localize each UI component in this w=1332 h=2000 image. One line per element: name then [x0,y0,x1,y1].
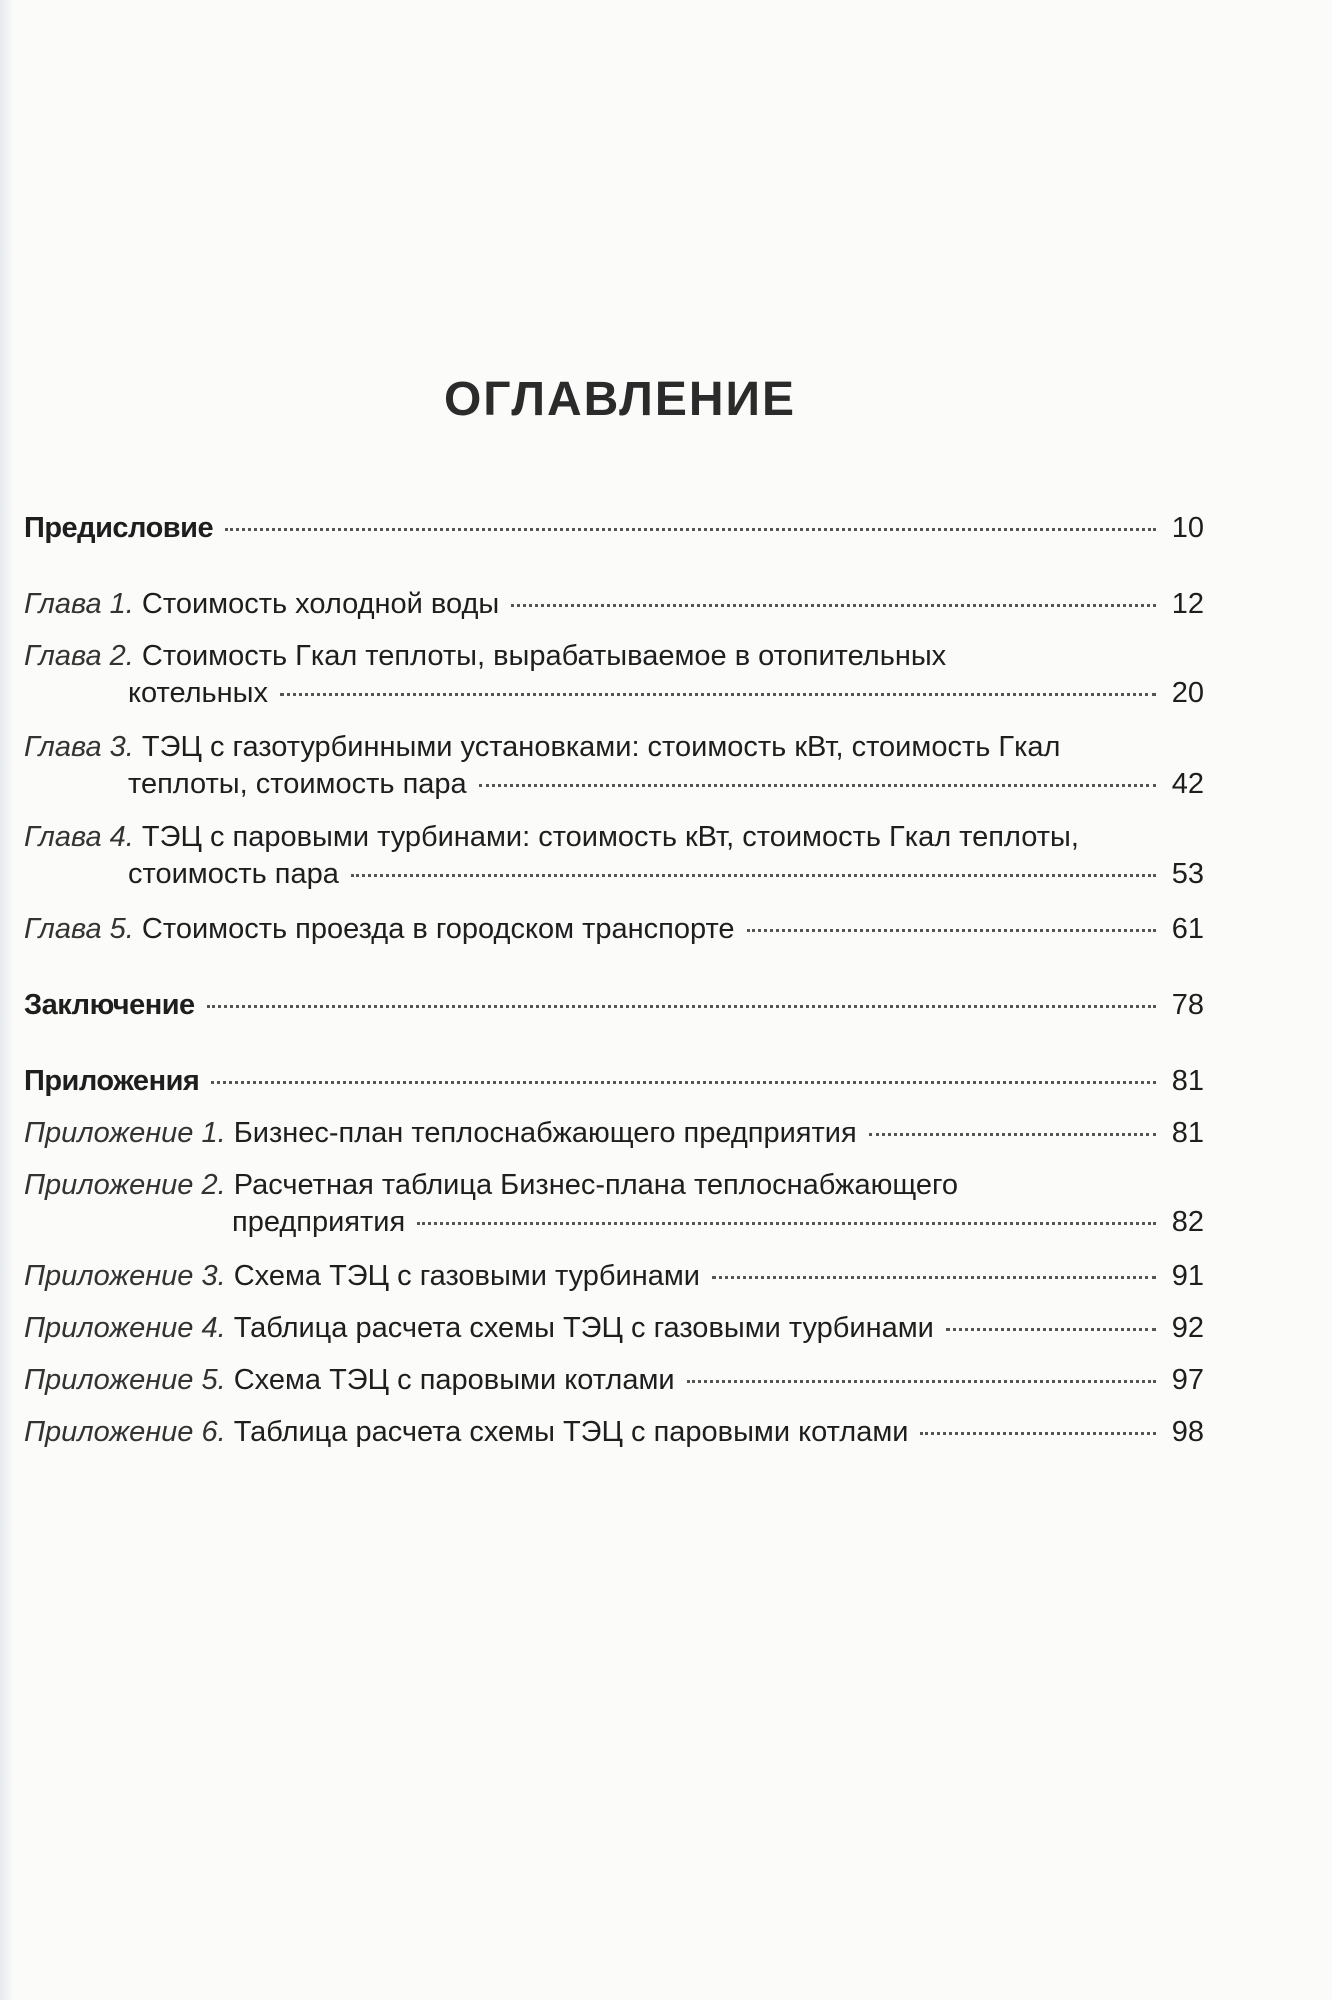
toc-label: Заключение [24,989,195,1021]
toc-page-number: 20 [1171,677,1204,709]
toc-text: Стоимость Гкал теплоты, вырабатываемое в отопительных [141,640,947,672]
toc-page-number: 91 [1171,1260,1204,1292]
toc-label: Глава 1. [24,588,134,620]
dot-leader [687,1380,1156,1383]
dot-leader [417,1222,1156,1225]
toc-entry-chapter-2[interactable] [24,638,1204,712]
toc-label: Глава 3. [24,731,134,763]
toc-label: Приложение 4. [24,1312,226,1344]
toc-page-number: 78 [1171,989,1204,1021]
dot-leader [946,1328,1156,1331]
page-title: ОГЛАВЛЕНИЕ [443,373,797,427]
toc-text-continuation: стоимость пара [128,858,339,890]
toc-label: Предисловие [24,512,214,544]
toc-entry-appendix-3[interactable] [24,1258,1204,1295]
toc-label: Приложение 5. [24,1364,226,1396]
toc-page-number: 53 [1171,858,1204,890]
dot-leader [207,1005,1156,1008]
dot-leader [869,1133,1156,1136]
toc-text: Таблица расчета схемы ТЭЦ с паровыми котлами [233,1416,909,1448]
dot-leader [712,1276,1156,1279]
toc-page-number: 98 [1171,1416,1204,1448]
toc-text: Таблица расчета схемы ТЭЦ с газовыми турбинами [233,1312,934,1344]
toc-page-number: 61 [1171,913,1204,945]
dot-leader [511,604,1156,607]
toc-text: ТЭЦ с газотурбинными установками: стоимость кВт, стоимость Гкал [141,731,1061,763]
toc-page-number: 81 [1171,1065,1204,1097]
toc-text: Схема ТЭЦ с паровыми котлами [233,1364,675,1396]
toc-text-continuation: теплоты, стоимость пара [128,768,467,800]
toc-page-number: 42 [1171,768,1204,800]
toc-label: Приложение 3. [24,1260,226,1292]
page-edge-shadow [0,0,14,2000]
toc-label: Приложение 2. [24,1169,226,1201]
toc-page-number: 12 [1171,588,1204,620]
toc-entry-appendix-5[interactable] [24,1362,1204,1399]
toc-text: Бизнес-план теплоснабжающего предприятия [233,1117,857,1149]
toc-text: Расчетная таблица Бизнес-плана теплоснабжающего [233,1169,959,1201]
toc-label: Приложение 6. [24,1416,226,1448]
dot-leader [747,929,1156,932]
dot-leader [225,528,1156,531]
toc-page-number: 97 [1171,1364,1204,1396]
toc-page-number: 81 [1171,1117,1204,1149]
toc-label: Глава 2. [24,640,134,672]
toc-text-continuation: предприятия [232,1206,406,1238]
toc-text: Схема ТЭЦ с газовыми турбинами [233,1260,700,1292]
dot-leader [479,784,1156,787]
toc-text: ТЭЦ с паровыми турбинами: стоимость кВт, стоимость Гкал теплоты, [141,821,1079,853]
toc-label: Приложения [24,1065,200,1097]
toc-entry-conclusion[interactable] [24,987,1204,1024]
toc-page-number: 10 [1171,512,1204,544]
toc-text-continuation: котельных [128,677,269,709]
toc-entry-appendices[interactable] [24,1063,1204,1100]
dot-leader [211,1081,1156,1084]
toc-entry-preface[interactable] [24,510,1204,547]
toc-entry-appendix-1[interactable] [24,1115,1204,1152]
toc-entry-appendix-2[interactable] [24,1167,1204,1241]
toc-entry-chapter-3[interactable] [24,729,1204,803]
toc-entry-chapter-1[interactable] [24,586,1204,623]
dot-leader [920,1432,1156,1435]
dot-leader [280,693,1156,696]
dot-leader [351,874,1156,877]
toc-entry-appendix-6[interactable] [24,1414,1204,1451]
toc-label: Глава 4. [24,821,134,853]
toc-entry-chapter-4[interactable] [24,819,1204,893]
toc-label: Приложение 1. [24,1117,226,1149]
toc-text: Стоимость проезда в городском транспорте [141,913,735,945]
toc-page-number: 82 [1171,1206,1204,1238]
toc-entry-chapter-5[interactable] [24,911,1204,948]
toc-page-number: 92 [1171,1312,1204,1344]
toc-entry-appendix-4[interactable] [24,1310,1204,1347]
toc-label: Глава 5. [24,913,134,945]
toc-text: Стоимость холодной воды [141,588,500,620]
